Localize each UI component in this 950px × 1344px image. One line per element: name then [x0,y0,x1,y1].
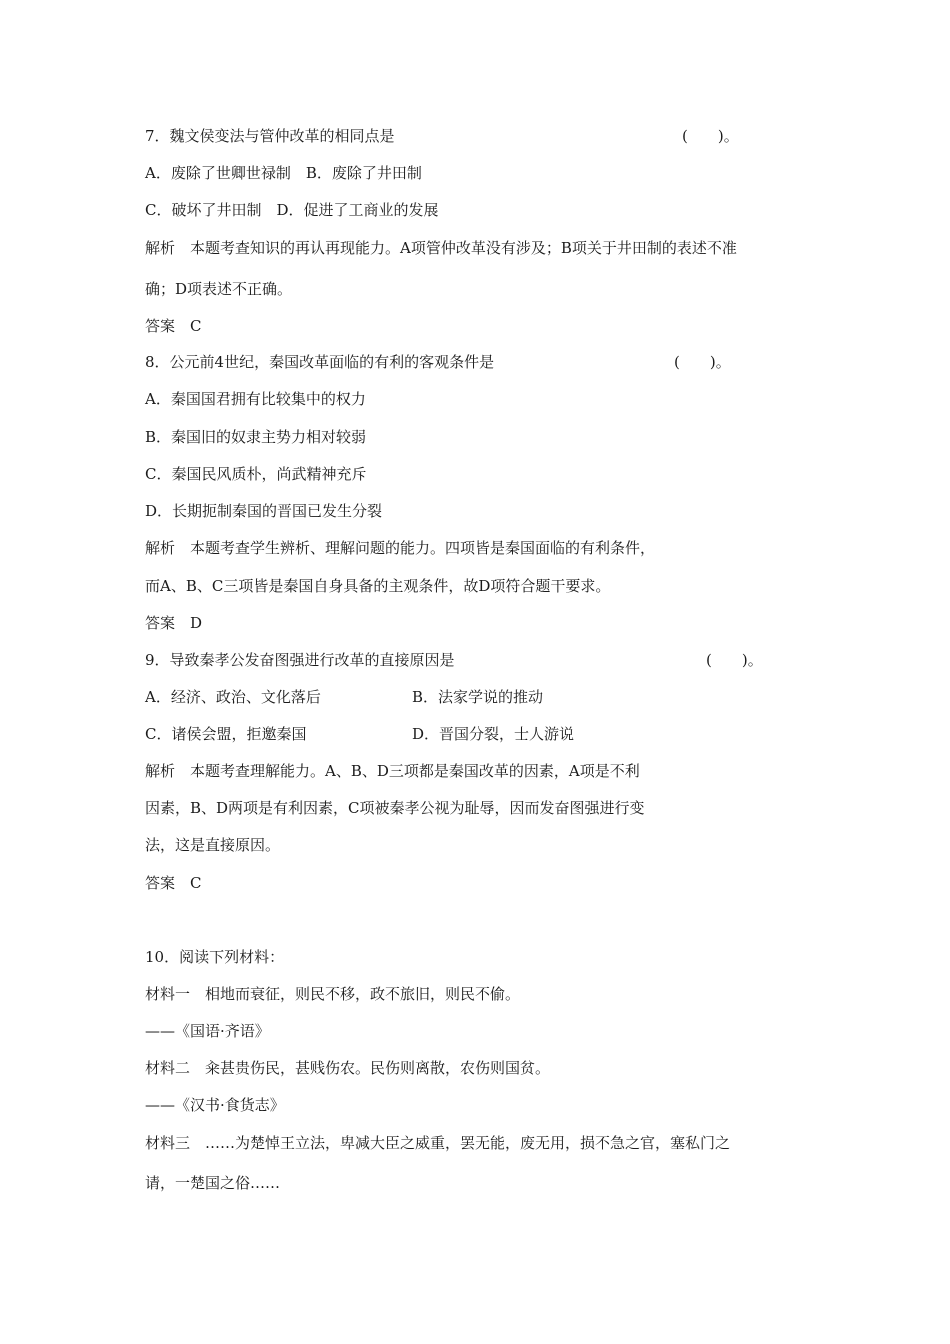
question-8-option-a: A．秦国国君拥有比较集中的权力 [145,390,366,408]
question-8-analysis-line-2: 而A、B、C三项皆是秦国自身具备的主观条件，故D项符合题干要求。 [145,577,611,595]
material-2-source: ——《汉书·食货志》 [145,1096,285,1114]
question-7-options-ab: A．废除了世卿世禄制 B．废除了井田制 [145,164,422,182]
question-9-analysis-line-1: 解析 本题考查理解能力。A、B、D三项都是秦国改革的因素，A项是不利 [145,762,640,780]
question-8-option-b: B．秦国旧的奴隶主势力相对较弱 [145,428,367,446]
question-7-answer: 答案 C [145,317,202,335]
question-9-option-a: A．经济、政治、文化落后 [145,688,321,706]
question-8-answer: 答案 D [145,614,203,632]
question-7-analysis-line-1: 解析 本题考查知识的再认再现能力。A项管仲改革没有涉及；B项关于井田制的表述不准 [145,239,737,257]
question-7-analysis-line-2: 确；D项表述不正确。 [145,280,293,298]
question-8-stem: 8．公元前4世纪，秦国改革面临的有利的客观条件是 [145,353,495,371]
question-10-stem: 10．阅读下列材料： [145,948,285,966]
question-8-analysis-line-1: 解析 本题考查学生辨析、理解问题的能力。四项皆是秦国面临的有利条件， [145,539,656,557]
question-8-option-c: C．秦国民风质朴，尚武精神充斥 [145,465,367,483]
question-9-answer: 答案 C [145,874,202,892]
material-3-text-line-1: 材料三 ……为楚悼王立法，卑减大臣之威重，罢无能，废无用，损不急之官，塞私门之 [145,1134,731,1152]
question-9-analysis-line-3: 法，这是直接原因。 [145,836,281,854]
question-9-stem: 9．导致秦孝公发奋图强进行改革的直接原因是 [145,651,455,669]
material-1-text: 材料一 相地而衰征，则民不移，政不旅旧，则民不偷。 [145,985,521,1003]
question-8-option-d: D．长期扼制秦国的晋国已发生分裂 [145,502,383,520]
question-7-options-cd: C．破坏了井田制 D．促进了工商业的发展 [145,201,439,219]
question-9-option-c: C．诸侯会盟，拒邀秦国 [145,725,307,743]
question-9-option-b: B．法家学说的推动 [412,688,544,706]
question-7-answer-blank: ( )。 [682,127,739,145]
question-9-answer-blank: ( )。 [706,651,763,669]
material-2-text: 材料二 籴甚贵伤民，甚贱伤农。民伤则离散，农伤则国贫。 [145,1059,551,1077]
question-7-stem: 7．魏文侯变法与管仲改革的相同点是 [145,127,395,145]
question-9-option-d: D．晋国分裂，士人游说 [412,725,575,743]
material-3-text-line-2: 请，一楚国之俗…… [145,1174,281,1192]
question-8-answer-blank: ( )。 [674,353,731,371]
material-1-source: ——《国语·齐语》 [145,1022,270,1040]
question-9-analysis-line-2: 因素，B、D两项是有利因素，C项被秦孝公视为耻辱，因而发奋图强进行变 [145,799,645,817]
